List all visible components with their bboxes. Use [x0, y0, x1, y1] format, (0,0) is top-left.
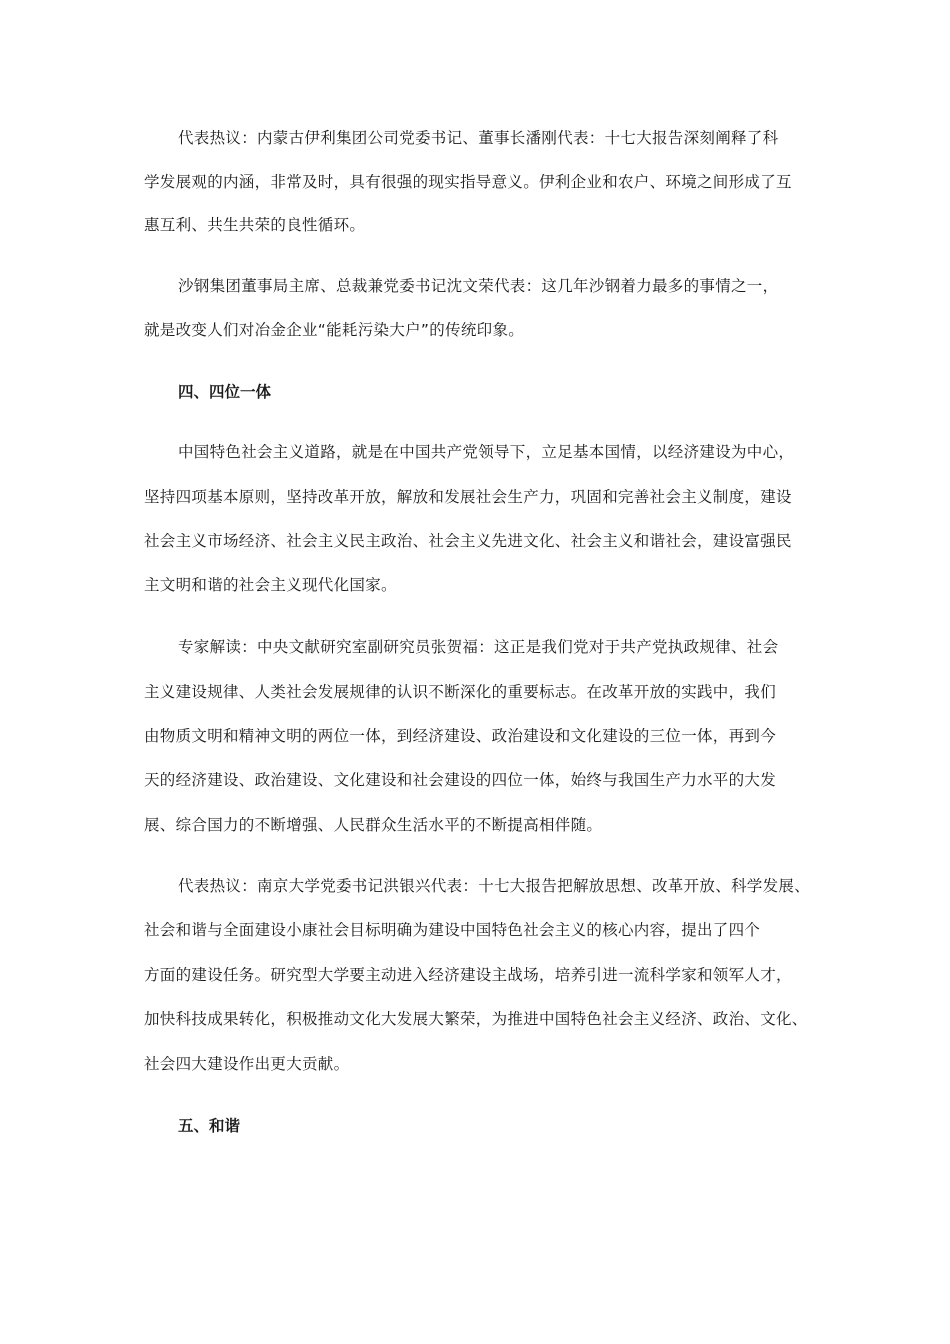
paragraph-5-line-5: 展、综合国力的不断增强、人民群众生活水平的不断提高相伴随。	[144, 816, 603, 834]
paragraph-5-line-2: 主义建设规律、人类社会发展规律的认识不断深化的重要标志。在改革开放的实践中，我们	[144, 683, 777, 701]
paragraph-6-line-4: 加快科技成果转化，积极推动文化大发展大繁荣，为推进中国特色社会主义经济、政治、文化、	[144, 1010, 808, 1028]
paragraph-2-line-1: 沙钢集团董事局主席、总裁兼党委书记沈文荣代表：这几年沙钢着力最多的事情之一，	[178, 277, 779, 295]
paragraph-4-line-4: 主文明和谐的社会主义现代化国家。	[144, 576, 397, 594]
paragraph-6-line-2: 社会和谐与全面建设小康社会目标明确为建设中国特色社会主义的核心内容，提出了四个	[144, 921, 761, 939]
paragraph-1-line-3: 惠互利、共生共荣的良性循环。	[144, 216, 366, 234]
paragraph-4-line-2: 坚持四项基本原则，坚持改革开放，解放和发展社会生产力，巩固和完善社会主义制度，建设	[144, 488, 792, 506]
paragraph-5-line-1: 专家解读：中央文献研究室副研究员张贺福：这正是我们党对于共产党执政规律、社会	[178, 638, 779, 656]
paragraph-4-line-3: 社会主义市场经济、社会主义民主政治、社会主义先进文化、社会主义和谐社会，建设富强民	[144, 532, 792, 550]
paragraph-2-line-2: 就是改变人们对冶金企业“能耗污染大户”的传统印象。	[144, 321, 525, 339]
paragraph-6-line-1: 代表热议：南京大学党委书记洪银兴代表：十七大报告把解放思想、改革开放、科学发展、	[178, 877, 811, 895]
paragraph-5-line-4: 天的经济建设、政治建设、文化建设和社会建设的四位一体，始终与我国生产力水平的大发	[144, 771, 777, 789]
paragraph-1-line-2: 学发展观的内涵，非常及时，具有很强的现实指导意义。伊利企业和农户、环境之间形成了互	[144, 173, 792, 191]
paragraph-4-line-1: 中国特色社会主义道路，就是在中国共产党领导下，立足基本国情，以经济建设为中心，	[178, 443, 795, 461]
paragraph-5-line-3: 由物质文明和精神文明的两位一体，到经济建设、政治建设和文化建设的三位一体，再到今	[144, 727, 777, 745]
section-heading-five: 五、和谐	[178, 1117, 241, 1135]
section-heading-four: 四、四位一体	[178, 383, 272, 401]
paragraph-6-line-5: 社会四大建设作出更大贡献。	[144, 1055, 350, 1073]
paragraph-6-line-3: 方面的建设任务。研究型大学要主动进入经济建设主战场，培养引进一流科学家和领军人才，	[144, 966, 792, 984]
paragraph-1-line-1: 代表热议：内蒙古伊利集团公司党委书记、董事长潘刚代表：十七大报告深刻阐释了科	[178, 129, 779, 147]
